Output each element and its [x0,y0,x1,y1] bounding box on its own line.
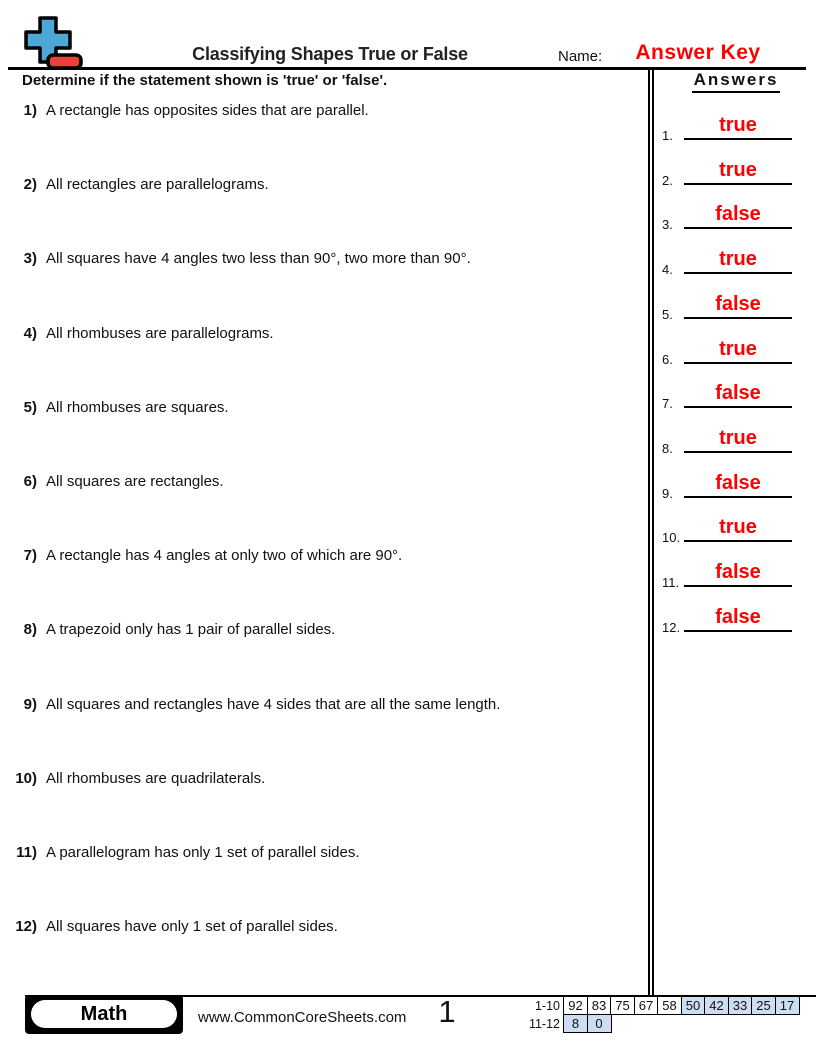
question-text: All rhombuses are parallelograms. [46,325,274,342]
answers-divider [648,68,654,995]
answer-value: false [715,472,761,494]
question-number: 4) [23,325,37,342]
name-value: Answer Key [635,41,761,64]
answer-row-7 [656,374,798,411]
question-number: 12) [15,918,37,935]
page-number: 1 [438,994,456,1029]
question-text: All squares have 4 angles two less than 90°, two more than 90°. [46,250,471,267]
score-row-1 [563,996,800,1015]
answer-value: true [719,159,757,181]
answer-blank-line [684,362,792,364]
answers-heading-text: Answers [692,70,781,93]
answer-row-9 [656,464,798,501]
name-label: Name: [558,48,603,65]
answer-number: 6. [662,352,673,367]
subject-label: Math [31,1000,177,1028]
answer-number: 9. [662,486,673,501]
answer-row-2 [656,151,798,188]
question-text: All squares have only 1 set of parallel sides. [46,918,338,935]
question-item-10 [0,770,640,788]
answer-row-11 [656,553,798,590]
answer-row-12 [656,598,798,635]
question-number: 6) [23,473,37,490]
answer-row-8 [656,419,798,456]
question-item-6 [0,473,640,491]
question-text: All squares are rectangles. [46,473,224,490]
answer-row-4 [656,240,798,277]
question-text: A rectangle has opposites sides that are parallel. [46,102,369,119]
answer-number: 12. [662,620,681,635]
subject-badge [25,995,183,1034]
question-number: 7) [23,547,37,564]
answer-value: true [719,248,757,270]
question-number: 10) [15,770,37,787]
answer-blank-line [684,183,792,185]
question-number: 8) [23,621,37,638]
answer-number: 1. [662,128,673,143]
answer-blank-line [684,630,792,632]
score-cell: 50 [681,996,706,1015]
answer-value: false [715,203,761,225]
answer-row-5 [656,285,798,322]
answer-value: false [715,606,761,628]
score-cell: 17 [775,996,800,1015]
instruction-text: Determine if the statement shown is 'true' or 'false'. [22,72,388,89]
answer-blank-line [684,540,792,542]
score-cell: 58 [657,996,682,1015]
answer-blank-line [684,406,792,408]
answer-blank-line [684,272,792,274]
question-item-11 [0,844,640,862]
question-text: All rhombuses are quadrilaterals. [46,770,266,787]
answer-number: 10. [662,530,681,545]
question-item-5 [0,399,640,417]
question-number: 11) [16,844,37,861]
page-title: Classifying Shapes True or False [192,44,468,64]
score-cell: 8 [563,1014,588,1033]
score-cell: 33 [728,996,753,1015]
answer-value: true [719,516,757,538]
answer-number: 4. [662,262,673,277]
question-text: A parallelogram has only 1 set of parallel sides. [46,844,360,861]
question-text: All rhombuses are squares. [46,399,229,416]
question-item-9 [0,696,640,714]
answer-blank-line [684,496,792,498]
score-row-label: 1-10 [534,999,560,1013]
question-number: 1) [23,102,37,119]
answer-row-6 [656,330,798,367]
question-number: 9) [23,696,37,713]
answer-value: false [715,382,761,404]
score-cell: 25 [751,996,776,1015]
answer-row-10 [656,508,798,545]
answer-number: 5. [662,307,673,322]
answer-blank-line [684,317,792,319]
question-item-12 [0,918,640,936]
question-item-1 [0,102,640,120]
answer-value: false [715,561,761,583]
answer-number: 7. [662,396,673,411]
answer-blank-line [684,138,792,140]
answer-row-1 [656,106,798,143]
answer-blank-line [684,451,792,453]
question-text: All rectangles are parallelograms. [46,176,269,193]
score-cell: 0 [587,1014,612,1033]
question-text: A rectangle has 4 angles at only two of which are 90°. [46,547,403,564]
question-item-8 [0,621,640,639]
score-row-label: 11-12 [528,1016,560,1031]
question-number: 2) [23,176,37,193]
answers-heading [658,70,814,93]
score-row-labels [498,998,560,1033]
answer-number: 3. [662,217,673,232]
question-number: 5) [23,399,37,416]
score-cell: 67 [634,996,659,1015]
answer-number: 11. [662,575,680,590]
question-item-7 [0,547,640,565]
answer-value: true [719,114,757,136]
question-item-4 [0,325,640,343]
answer-number: 2. [662,173,673,188]
question-text: A trapezoid only has 1 pair of parallel sides. [46,621,336,638]
answer-number: 8. [662,441,673,456]
answer-value: true [719,427,757,449]
question-text: All squares and rectangles have 4 sides that are all the same length. [46,696,501,713]
score-cell: 42 [704,996,729,1015]
answer-row-3 [656,195,798,232]
question-item-3 [0,250,640,268]
score-row-2 [563,1015,800,1033]
score-cell: 92 [563,996,588,1015]
answer-blank-line [684,227,792,229]
score-cell: 83 [587,996,612,1015]
answer-blank-line [684,585,792,587]
score-table [563,996,800,1033]
score-cell: 75 [610,996,635,1015]
question-item-2 [0,176,640,194]
answer-value: false [715,293,761,315]
website-url: www.CommonCoreSheets.com [198,1009,407,1026]
answer-value: true [719,338,757,360]
question-number: 3) [23,250,37,267]
